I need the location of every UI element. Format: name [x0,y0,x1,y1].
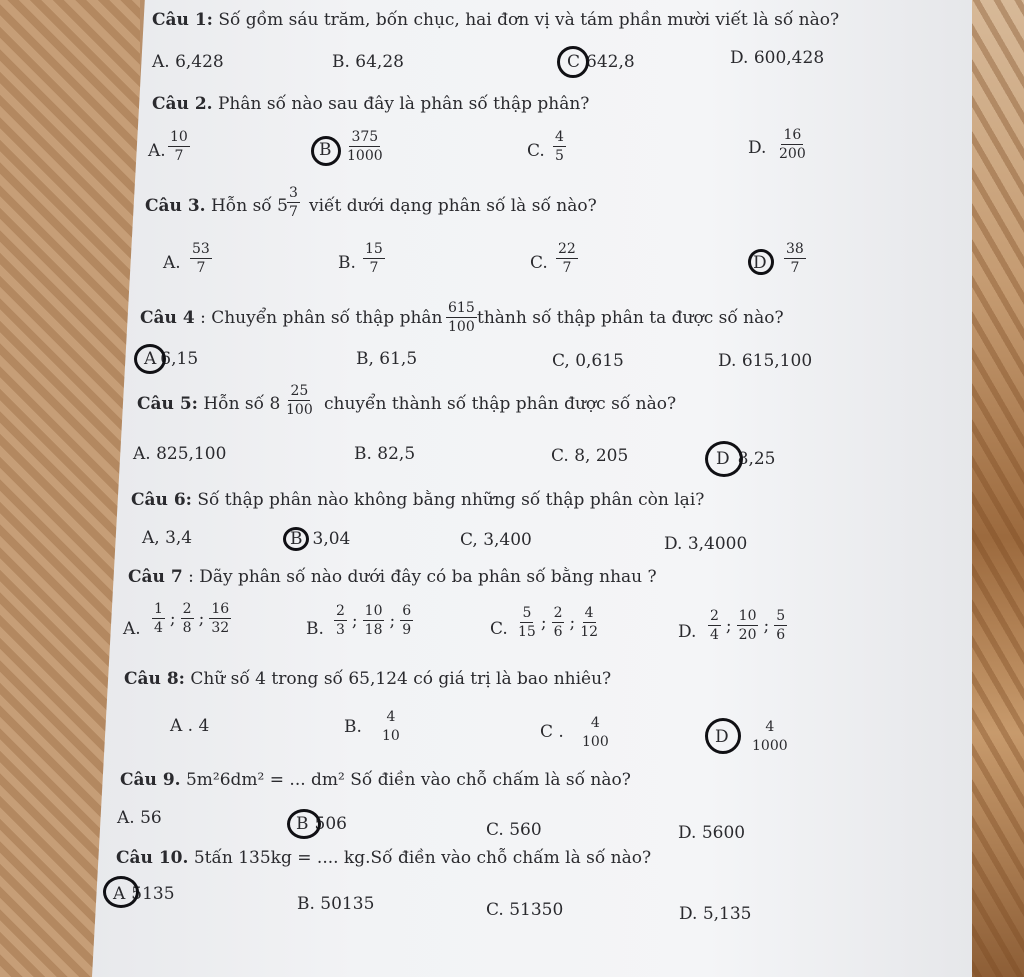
answer-circle-q9 [287,809,321,839]
q2-c-fraction: $\frac{4}{5}$ [555,129,564,164]
q7-c-fraction-2: 2 6 [553,605,563,640]
q7-separator: ; [540,612,547,633]
q7-option-b: B. [306,619,324,639]
q5-question-tail: chuyển thành số thập phân được số nào? [324,394,677,414]
q7-b-fraction-1: 2 3 [336,603,345,638]
q9-option-d: D. 5600 [678,823,746,843]
q3-a-fraction: $\frac{53}{7}$ [192,241,210,276]
q3-option-d: D [753,253,767,273]
q5-option-c: C. 8, 205 [551,446,629,466]
q10-option-c: C. 51350 [486,900,564,920]
q8-option-d: D [715,727,729,747]
q2-question: Câu 2. Phân số nào sau đây là phân số thập phân? [152,94,590,114]
q3-b-fraction: $\frac{15}{7}$ [365,241,383,276]
q6-option-a: A, 3,4 [142,528,193,548]
q7-separator: ; [725,615,732,636]
q7-separator: ; [169,608,176,629]
q8-question: Câu 8: Chữ số 4 trong số 65,124 có giá trị là bao nhiêu? [124,669,612,689]
q7-b-fraction-2: 10 18 [364,603,383,638]
q2-option-a: A. [148,141,166,161]
q7-d-fraction-1: 2 4 [710,608,719,643]
q4-option-c: C, 0,615 [552,351,624,371]
q7-c-fraction-3: 4 12 [580,605,599,640]
q1-option-a: A. 6,428 [152,52,224,72]
q7-c-fraction-1: 5 15 [518,605,536,640]
q1-option-c: C 642,8 [567,52,635,72]
answer-circle-q10 [103,876,139,908]
q4-option-a: A 6,15 [144,349,199,369]
q6-option-b: B 3,04 [290,529,351,549]
q3-d-fraction: $\frac{38}{7}$ [786,241,804,276]
answer-circle-q2 [311,136,341,166]
q7-separator: ; [763,615,770,636]
q7-a-fraction-2: 2 8 [182,601,192,636]
q2-a-fraction: $\frac{10}{7}$ [170,129,188,164]
q10-option-a: A 5135 [113,884,175,904]
q5-mixed-fraction: $\frac{25}{100}$ [286,383,313,418]
answer-circle-q5 [705,441,743,477]
q2-d-fraction: $\frac{16}{200}$ [779,127,806,162]
q9-question: Câu 9. 5m²6dm² = ... dm² Số điền vào chỗ chấm là số nào? [120,770,631,790]
q5-option-d: D 8,25 [716,449,776,469]
q9-option-c: C. 560 [486,820,542,840]
q9-option-a: A. 56 [117,808,162,828]
q7-d-fraction-2: 10 20 [738,608,757,643]
q2-option-c: C. [527,141,545,161]
q2-b-fraction: $\frac{375}{1000}$ [347,129,383,164]
q7-separator: ; [569,612,576,633]
q4-question: Câu 4 : Chuyển phân số thập phân [140,308,443,328]
q8-option-c: C . [540,722,564,742]
q3-option-a: A. [163,253,181,273]
answer-circle-q6 [283,527,309,551]
q7-b-fraction-group [332,604,415,637]
q7-option-a: A. [123,619,141,639]
q7-separator: ; [389,610,396,631]
q3-question: Câu 3. Hỗn số 5 [145,196,288,216]
answer-circle-q3 [748,249,774,275]
q10-option-d: D. 5,135 [679,904,752,924]
q2-option-d: D. [748,138,767,158]
q7-a-fraction-3: 16 32 [211,601,230,636]
q5-question: Câu 5: Hỗn số 8 [137,394,281,414]
q5-option-b: B. 82,5 [354,444,416,464]
q1-option-b: B. 64,28 [332,52,404,72]
answer-circle-q8 [705,718,741,754]
q6-option-c: C, 3,400 [460,530,532,550]
q9-option-b: B 506 [296,814,347,834]
q6-question: Câu 6: Số thập phân nào không bằng những số thập phân còn lại? [131,490,705,510]
q7-separator: ; [351,610,358,631]
q4-fraction: $\frac{615}{100}$ [448,300,475,335]
q3-option-b: B. [338,253,356,273]
q7-question: Câu 7 : Dãy phân số nào dưới đây có ba phân số bằng nhau ? [128,567,657,587]
q7-c-fraction-group [516,606,600,639]
q8-c-fraction: 4 100 [582,715,609,750]
q8-option-b: B. [344,717,362,737]
q2-option-b: B [319,140,332,160]
q4-question-tail: thành số thập phân ta được số nào? [477,308,784,328]
q4-option-b: B, 61,5 [356,349,418,369]
q5-option-a: A. 825,100 [133,444,227,464]
q4-option-d: D. 615,100 [718,351,813,371]
q7-d-fraction-3: 5 6 [776,608,786,643]
q6-option-d: D. 3,4000 [664,534,748,554]
q7-option-d: D. [678,622,697,642]
q7-d-fraction-group [706,609,789,642]
q8-d-fraction: 4 1000 [752,719,788,754]
q10-option-b: B. 50135 [297,894,375,914]
q8-b-fraction: 4 10 [382,709,400,744]
q10-question: Câu 10. 5tấn 135kg = .... kg.Số điền vào chỗ chấm là số nào? [116,848,652,868]
q7-option-c: C. [490,619,508,639]
q7-a-fraction-1: 1 4 [154,601,163,636]
q7-separator: ; [198,608,205,629]
answer-circle-q1 [557,46,589,78]
q3-mixed-fraction: $\frac{3}{7}$ [289,185,298,220]
q1-option-d: D. 600,428 [730,48,825,68]
q3-c-fraction: $\frac{22}{7}$ [558,241,576,276]
answer-circle-q4 [134,344,166,374]
q1-question: Câu 1: Số gồm sáu trăm, bốn chục, hai đơn vị và tám phần mười viết là số nào? [152,10,840,30]
q3-question-tail: viết dưới dạng phân số là số nào? [309,196,597,216]
q7-a-fraction-group [150,602,233,635]
q3-option-c: C. [530,253,548,273]
q7-b-fraction-3: 6 9 [402,603,412,638]
q8-option-a: A . 4 [170,716,210,736]
